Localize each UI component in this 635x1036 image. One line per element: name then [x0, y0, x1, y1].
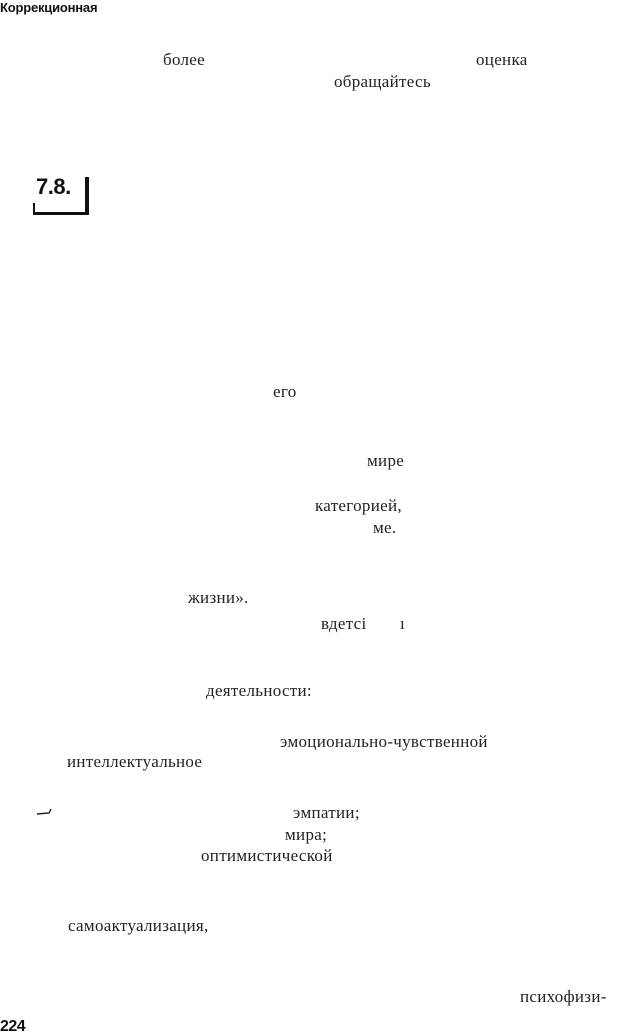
text-fragment: оптимистической — [201, 846, 333, 865]
text-fragment: жизни». — [188, 588, 249, 607]
text-fragment: самоактуализация, — [68, 916, 209, 935]
text-fragment: оценка — [476, 50, 528, 69]
section-heading — [33, 174, 89, 216]
text-fragment: психофизи- — [520, 987, 607, 1006]
section-number: 7.8. — [36, 174, 71, 199]
text-fragment: деятельности: — [206, 681, 312, 700]
text-fragment: более — [163, 50, 205, 69]
text-fragment: ме. — [373, 518, 397, 537]
text-fragment: мира; — [285, 825, 328, 844]
text-fragment: эмоционально-чувственной — [280, 732, 488, 751]
text-fragment: мире — [367, 451, 405, 470]
text-fragment: эмпатии; — [293, 803, 360, 822]
text-fragment: интеллектуальное — [67, 752, 203, 771]
text-fragment: ı — [400, 614, 406, 633]
heading-rule-bottom — [33, 212, 89, 215]
dash-mark-icon — [36, 808, 54, 816]
text-fragment: его — [273, 382, 297, 401]
text-fragment: категорией, — [315, 496, 402, 515]
text-fragment: вдетсі — [321, 614, 367, 633]
running-head-title: Коррекционная — [0, 0, 98, 15]
heading-rule-vertical — [85, 177, 89, 215]
page-number: 224 — [0, 1018, 26, 1035]
text-fragment: обращайтесь — [334, 72, 431, 91]
